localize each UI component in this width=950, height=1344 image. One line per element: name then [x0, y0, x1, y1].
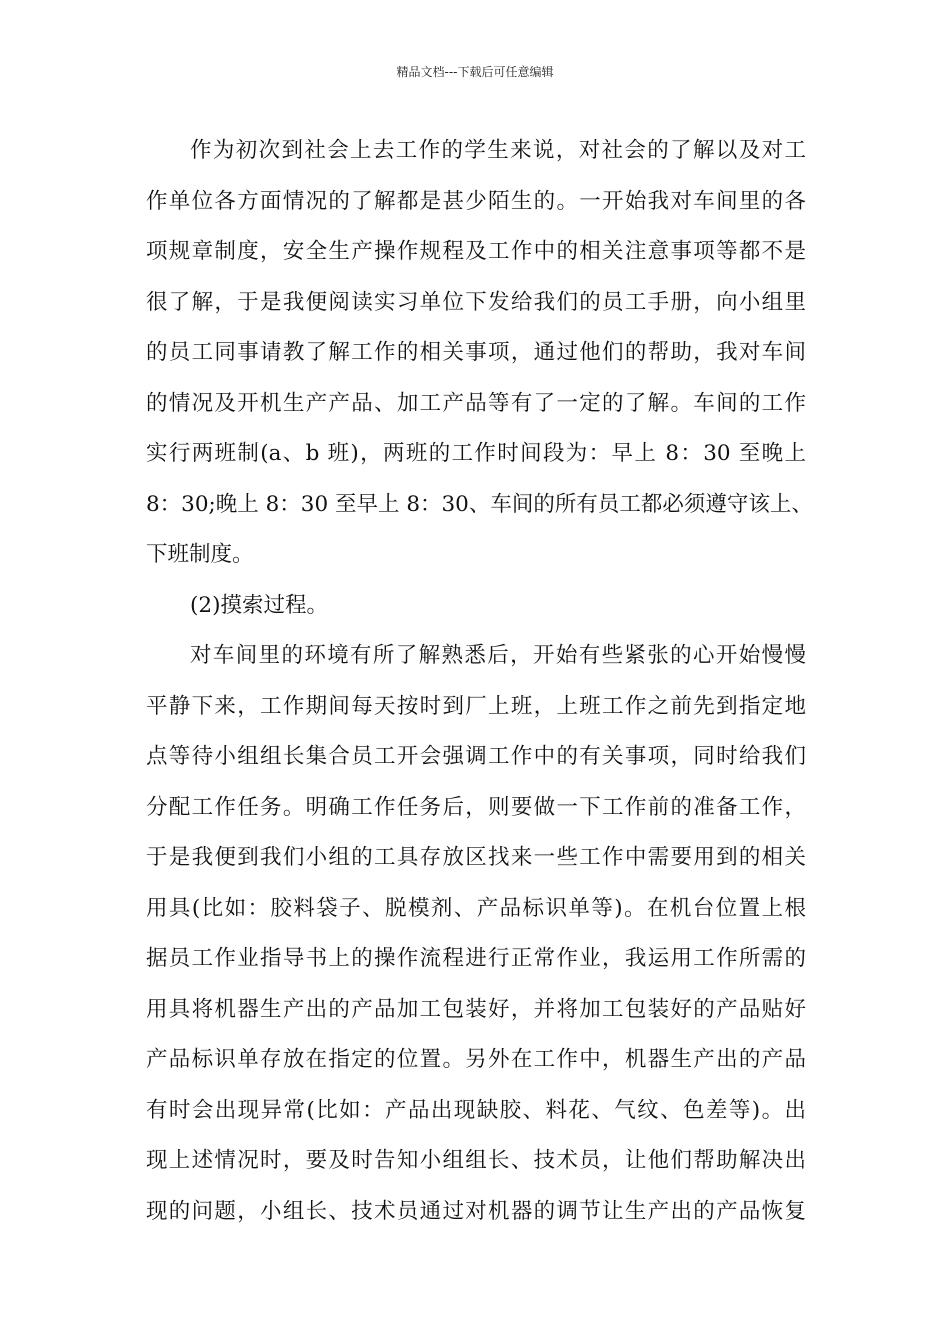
text-line: 8：30;晚上 8：30 至早上 8：30、车间的所有员工都必须遵守该上、 — [146, 491, 813, 517]
text-line: (2)摸索过程。 — [190, 592, 328, 618]
text-line: 现上述情况时，要及时告知小组组长、技术员，让他们帮助解决出 — [146, 1148, 806, 1173]
text-line: 对车间里的环境有所了解熟悉后，开始有些紧张的心开始慢慢 — [190, 643, 806, 668]
text-line: 于是我便到我们小组的工具存放区找来一些工作中需要用到的相关 — [146, 845, 806, 870]
text-line: 点等待小组组长集合员工开会强调工作中的有关事项，同时给我们 — [146, 744, 806, 769]
text-line: 用具将机器生产出的产品加工包装好，并将加工包装好的产品贴好 — [146, 996, 806, 1022]
document-body — [146, 126, 813, 1237]
text-line: 有时会出现异常(比如：产品出现缺胶、料花、气纹、色差等)。出 — [146, 1097, 806, 1123]
text-line: 产品标识单存放在指定的位置。另外在工作中，机器生产出的产品 — [146, 1047, 806, 1072]
text-line: 下班制度。 — [146, 542, 254, 567]
text-line: 项规章制度，安全生产操作规程及工作中的相关注意事项等都不是 — [146, 239, 806, 264]
text-line: 现的问题，小组长、技术员通过对机器的调节让生产出的产品恢复 — [146, 1198, 806, 1224]
page-header: 精品文档---下载后可任意编辑 — [396, 65, 554, 79]
text-line: 平静下来，工作期间每天按时到厂上班，上班工作之前先到指定地 — [146, 693, 806, 719]
text-line: 的情况及开机生产产品、加工产品等有了一定的了解。车间的工作 — [146, 390, 806, 416]
text-line: 作为初次到社会上去工作的学生来说，对社会的了解以及对工 — [190, 138, 806, 163]
text-line: 据员工作业指导书上的操作流程进行正常作业，我运用工作所需的 — [146, 946, 806, 971]
text-line: 用具(比如：胶料袋子、脱模剂、产品标识单等)。在机台位置上根 — [146, 895, 806, 921]
text-line: 的员工同事请教了解工作的相关事项，通过他们的帮助，我对车间 — [146, 340, 806, 365]
text-line: 实行两班制(a、b 班)，两班的工作时间段为：早上 8：30 至晚上 — [146, 441, 806, 466]
text-line: 分配工作任务。明确工作任务后，则要做一下工作前的准备工作， — [146, 794, 806, 820]
text-line: 很了解，于是我便阅读实习单位下发给我们的员工手册，向小组里 — [146, 289, 806, 315]
text-line: 作单位各方面情况的了解都是甚少陌生的。一开始我对车间里的各 — [146, 188, 806, 214]
